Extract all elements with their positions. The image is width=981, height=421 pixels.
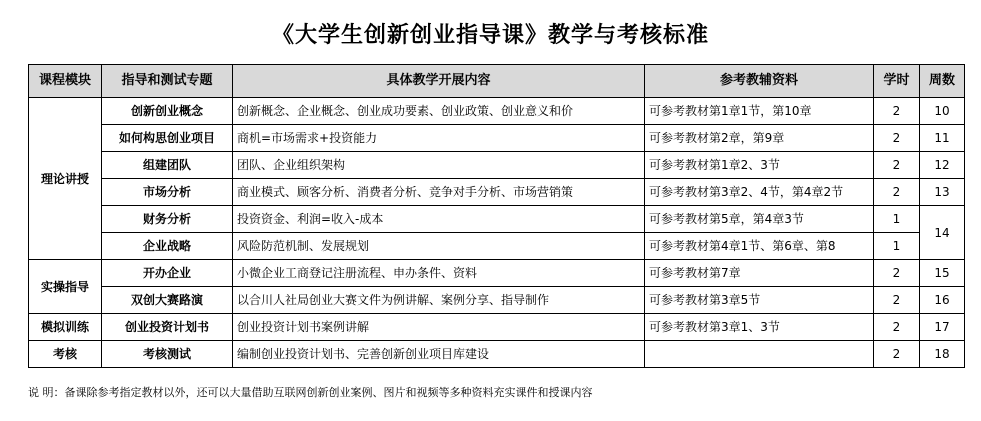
- header-reference: 参考教辅资料: [645, 65, 874, 98]
- content-cell: 创新概念、企业概念、创业成功要素、创业政策、创业意义和价: [233, 98, 645, 125]
- module-cell-practice: 实操指导: [29, 260, 102, 314]
- hours-cell: 2: [874, 287, 920, 314]
- topic-cell: 企业战略: [102, 233, 233, 260]
- content-cell: 商机=市场需求+投资能力: [233, 125, 645, 152]
- reference-cell: 可参考教材第1章2、3节: [645, 152, 874, 179]
- week-cell: 10: [920, 98, 965, 125]
- hours-cell: 2: [874, 179, 920, 206]
- week-cell: 18: [920, 341, 965, 368]
- content-cell: 创业投资计划书案例讲解: [233, 314, 645, 341]
- module-cell-simulation: 模拟训练: [29, 314, 102, 341]
- table-header-row: [29, 65, 965, 98]
- hours-cell: 2: [874, 260, 920, 287]
- content-cell: 风险防范机制、发展规划: [233, 233, 645, 260]
- table-row: [29, 314, 965, 341]
- table-row: [29, 98, 965, 125]
- topic-cell: 财务分析: [102, 206, 233, 233]
- reference-cell: 可参考教材第2章，第9章: [645, 125, 874, 152]
- hours-cell: 2: [874, 314, 920, 341]
- week-cell: 17: [920, 314, 965, 341]
- content-cell: 小微企业工商登记注册流程、申办条件、资料: [233, 260, 645, 287]
- table-row: [29, 179, 965, 206]
- hours-cell: 2: [874, 341, 920, 368]
- topic-cell: 创业投资计划书: [102, 314, 233, 341]
- reference-cell: 可参考教材第3章1、3节: [645, 314, 874, 341]
- header-content: 具体教学开展内容: [233, 65, 645, 98]
- topic-cell: 考核测试: [102, 341, 233, 368]
- table-row: [29, 152, 965, 179]
- content-cell: 商业模式、顾客分析、消费者分析、竞争对手分析、市场营销策: [233, 179, 645, 206]
- standards-table: [28, 64, 965, 368]
- topic-cell: 组建团队: [102, 152, 233, 179]
- standards-table-container: [28, 64, 964, 368]
- header-module: 课程模块: [29, 65, 102, 98]
- week-cell: 15: [920, 260, 965, 287]
- reference-cell: 可参考教材第1章1节，第10章: [645, 98, 874, 125]
- table-row: [29, 206, 965, 233]
- week-cell: 16: [920, 287, 965, 314]
- reference-cell: 可参考教材第3章5节: [645, 287, 874, 314]
- reference-cell: 可参考教材第7章: [645, 260, 874, 287]
- table-row: [29, 233, 965, 260]
- table-row: [29, 260, 965, 287]
- hours-cell: 1: [874, 206, 920, 233]
- header-topic: 指导和测试专题: [102, 65, 233, 98]
- table-row: [29, 125, 965, 152]
- hours-cell: 2: [874, 152, 920, 179]
- reference-cell: 可参考教材第5章，第4章3节: [645, 206, 874, 233]
- topic-cell: 如何构思创业项目: [102, 125, 233, 152]
- table-row: [29, 287, 965, 314]
- topic-cell: 双创大赛路演: [102, 287, 233, 314]
- reference-cell: 可参考教材第4章1节、第6章、第8: [645, 233, 874, 260]
- module-cell-assessment: 考核: [29, 341, 102, 368]
- week-cell: 13: [920, 179, 965, 206]
- hours-cell: 2: [874, 98, 920, 125]
- content-cell: 团队、企业组织架构: [233, 152, 645, 179]
- content-cell: 以合川人社局创业大赛文件为例讲解、案例分享、指导制作: [233, 287, 645, 314]
- reference-cell: 可参考教材第3章2、4节，第4章2节: [645, 179, 874, 206]
- topic-cell: 市场分析: [102, 179, 233, 206]
- week-cell: 14: [920, 206, 965, 260]
- content-cell: 编制创业投资计划书、完善创新创业项目库建设: [233, 341, 645, 368]
- topic-cell: 创新创业概念: [102, 98, 233, 125]
- table-row: [29, 341, 965, 368]
- header-week: 周数: [920, 65, 965, 98]
- page-title: 《大学生创新创业指导课》教学与考核标准: [271, 22, 709, 48]
- content-cell: 投资资金、利润=收入-成本: [233, 206, 645, 233]
- reference-cell: [645, 341, 874, 368]
- hours-cell: 2: [874, 125, 920, 152]
- header-hours: 学时: [874, 65, 920, 98]
- week-cell: 12: [920, 152, 965, 179]
- hours-cell: 1: [874, 233, 920, 260]
- module-cell-theory: 理论讲授: [29, 98, 102, 260]
- footnote: 说 明：备课除参考指定教材以外，还可以大量借助互联网创新创业案例、图片和视频等多种资料充实课件和授课内容: [28, 386, 593, 399]
- topic-cell: 开办企业: [102, 260, 233, 287]
- week-cell: 11: [920, 125, 965, 152]
